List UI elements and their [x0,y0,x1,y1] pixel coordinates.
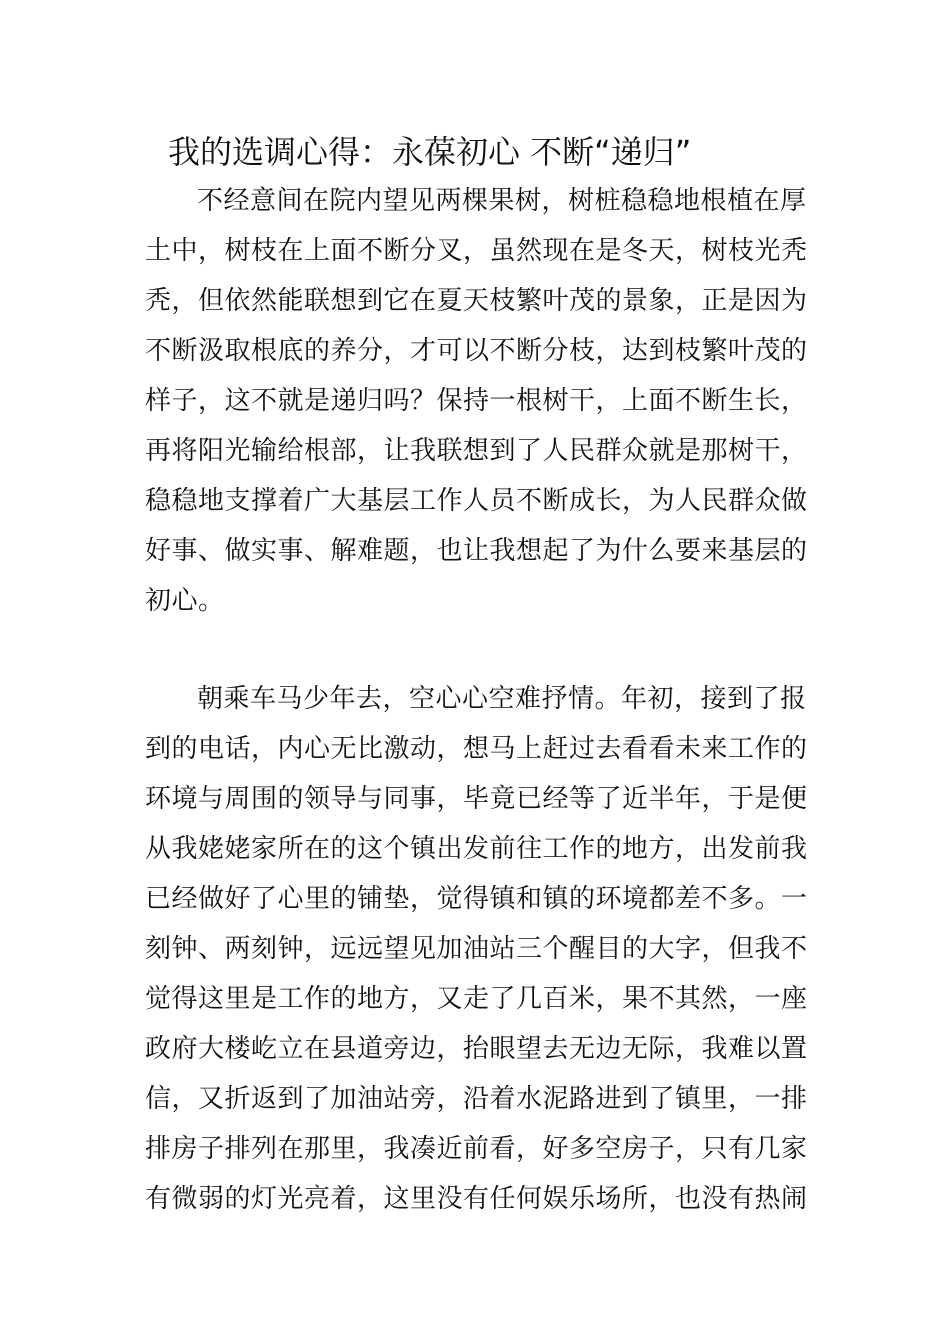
paragraph-1 [145,176,810,626]
paragraph-line: 初心。 [145,586,225,616]
paragraph-line: 已经做好了心里的铺垫，觉得镇和镇的环境都差不多。一 [145,884,808,914]
paragraph-line: 觉得这里是工作的地方，又走了几百米，果不其然，一座 [145,984,808,1014]
paragraph-line: 信，又折返到了加油站旁，沿着水泥路进到了镇里，一排 [145,1084,808,1114]
paragraph-line: 有微弱的灯光亮着，这里没有任何娱乐场所，也没有热闹 [145,1184,808,1214]
paragraph-line: 好事、做实事、解难题，也让我想起了为什么要来基层的 [145,536,808,566]
document-title: 我的选调心得：永葆初心 不断“递归” [168,133,692,171]
paragraph-line: 稳稳地支撑着广大基层工作人员不断成长，为人民群众做 [145,486,808,516]
paragraph-line: 刻钟、两刻钟，远远望见加油站三个醒目的大字，但我不 [145,934,808,964]
paragraph-line: 政府大楼屹立在县道旁边，抬眼望去无边无际，我难以置 [145,1034,808,1064]
paragraph-line: 样子，这不就是递归吗？保持一根树干，上面不断生长， [145,386,808,416]
paragraph-line: 朝乘车马少年去，空心心空难抒情。年初，接到了报 [197,684,807,714]
paragraph-line: 环境与周围的领导与同事，毕竟已经等了近半年，于是便 [145,784,808,814]
paragraph-line: 秃，但依然能联想到它在夏天枝繁叶茂的景象，正是因为 [145,286,808,316]
paragraph-line: 再将阳光输给根部，让我联想到了人民群众就是那树干， [145,436,808,466]
paragraph-line: 排房子排列在那里，我凑近前看，好多空房子，只有几家 [145,1134,808,1164]
paragraph-line: 不断汲取根底的养分，才可以不断分枝，达到枝繁叶茂的 [145,336,808,366]
paragraph-2 [145,674,810,1224]
paragraph-line: 从我姥姥家所在的这个镇出发前往工作的地方，出发前我 [145,834,808,864]
paragraph-line: 土中，树枝在上面不断分叉，虽然现在是冬天，树枝光秃 [145,236,808,266]
paragraph-line: 不经意间在院内望见两棵果树，树桩稳稳地根植在厚 [197,186,807,216]
paragraph-line: 到的电话，内心无比激动，想马上赶过去看看未来工作的 [145,734,808,764]
